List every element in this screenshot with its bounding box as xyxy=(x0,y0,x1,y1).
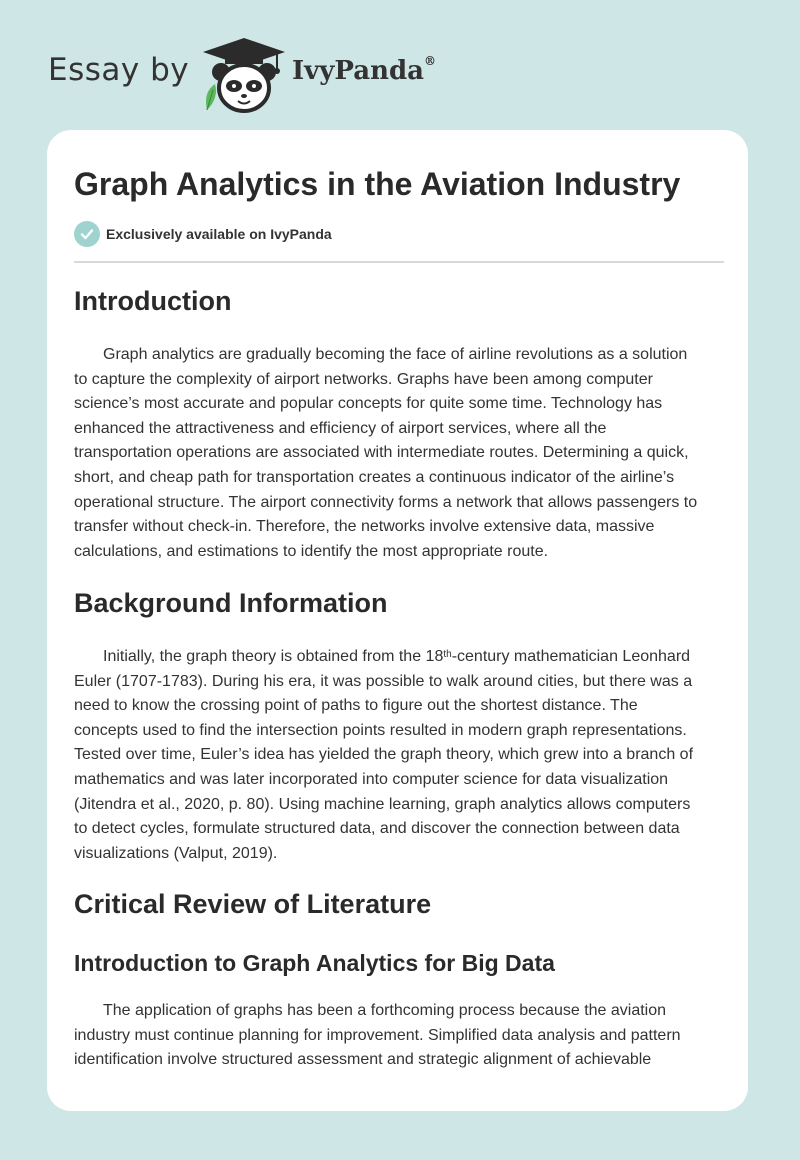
paragraph-line: operational structure. The airport connectivity forms a network that allows passengers to xyxy=(74,493,698,511)
paragraph-line: enhanced the attractiveness and efficiency of airport services, where all the xyxy=(74,419,607,437)
introduction-paragraph xyxy=(74,343,724,564)
paragraph-line: (Jitendra et al., 2020, p. 80). Using machine learning, graph analytics allows computers xyxy=(74,795,691,813)
paragraph-line: short, and cheap path for transportation creates a continuous indicator of the airline’s xyxy=(74,468,675,486)
badge-text: Exclusively available on IvyPanda xyxy=(106,226,332,242)
paragraph-line: need to know the crossing point of paths to figure out the shortest distance. The xyxy=(74,697,638,715)
registered-mark: ® xyxy=(424,54,437,69)
panda-graduate-logo-icon[interactable] xyxy=(201,36,287,114)
section-heading-background: Background Information xyxy=(74,588,388,618)
paragraph-line: calculations, and estimations to identify the most appropriate route. xyxy=(74,542,549,560)
paragraph-line: transfer without check-in. Therefore, the networks involve extensive data, massive xyxy=(74,518,655,536)
section-heading-introduction: Introduction xyxy=(74,286,232,316)
site-header xyxy=(48,30,748,120)
paragraph-line: mathematics and was later incorporated into computer science for data visualization xyxy=(74,770,669,788)
paragraph-line: visualizations (Valput, 2019). xyxy=(74,844,278,862)
review-paragraph xyxy=(74,999,724,1073)
paragraph-line: industry must continue planning for improvement. Simplified data analysis and pattern xyxy=(74,1026,681,1044)
paragraph-line: identification involve structured assessment and strategic alignment of achievable xyxy=(74,1051,652,1069)
exclusive-badge xyxy=(74,221,332,247)
check-icon xyxy=(74,221,100,247)
paragraph-line: Graph analytics are gradually becoming the face of airline revolutions as a solution xyxy=(103,346,688,363)
brand-prefix: Essay by xyxy=(48,52,190,88)
paragraph-line: Tested over time, Euler’s idea has yielded the graph theory, which grew into a branch of xyxy=(74,746,694,764)
paragraph-line: science’s most accurate and popular concepts for quite some time. Technology has xyxy=(74,395,663,413)
paragraph-line: Euler (1707-1783). During his era, it was possible to walk around cities, but there was a xyxy=(74,672,693,690)
page-title: Graph Analytics in the Aviation Industry xyxy=(74,166,681,202)
paragraph-line: Initially, the graph theory is obtained from the 18th-century mathematician Leonhard xyxy=(103,648,691,665)
paragraph-line: to detect cycles, formulate structured data, and discover the connection between data xyxy=(74,820,680,838)
section-heading-critical-review: Critical Review of Literature xyxy=(74,889,432,919)
paragraph-line: transportation operations are associated with intermediate routes. Determining a quick, xyxy=(74,444,689,462)
paragraph-line: The application of graphs has been a forthcoming process because the aviation xyxy=(103,1002,667,1019)
essay-card xyxy=(47,130,748,1111)
brand-name[interactable]: IvyPanda® xyxy=(292,54,437,86)
paragraph-line: concepts used to find the intersection points resulted in modern graph representations. xyxy=(74,721,687,739)
divider xyxy=(74,261,724,263)
background-paragraph xyxy=(74,645,724,866)
paragraph-line: to capture the complexity of airport networks. Graphs have been among computer xyxy=(74,370,653,388)
subsection-heading-graph-analytics: Introduction to Graph Analytics for Big Data xyxy=(74,950,555,976)
